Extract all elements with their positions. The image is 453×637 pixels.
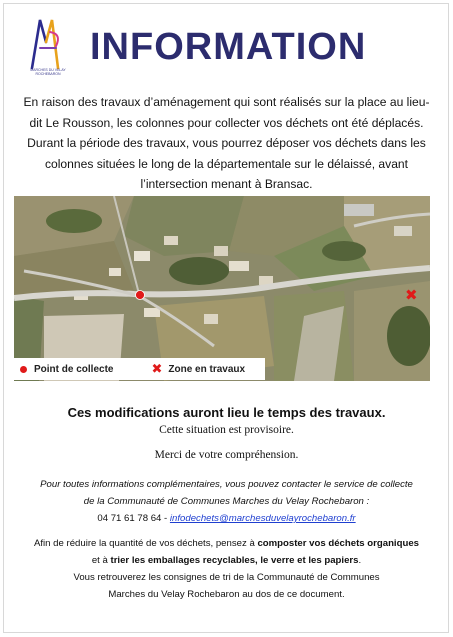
footer-line: Vous retrouverez les consignes de tri de la Communauté de Communes: [73, 572, 380, 583]
footer-text: .: [358, 555, 362, 566]
contact-block: [0, 476, 453, 527]
intro-line: En raison des travaux d’aménagement qui sont réalisés sur la place au lieu-: [23, 95, 430, 109]
provisional-note: Cette situation est provisoire.: [159, 424, 294, 436]
email-link[interactable]: infodechets@marchesduvelayrochebaron.fr: [169, 513, 356, 524]
footer-line: Marches du Velay Rochebaron au dos de ce document.: [108, 589, 345, 600]
footer-text: Afin de réduire la quantité de vos déchets, pensez à: [33, 538, 258, 549]
intro-line: dit Le Rousson, les colonnes pour collecter vos déchets ont été déplacés.: [29, 115, 424, 130]
logo: [26, 12, 66, 74]
collection-point-icon: [20, 366, 27, 373]
legend-collection-point: Point de collecte: [34, 363, 114, 375]
aerial-map: [14, 196, 430, 381]
logo-caption: MARCHES DU VELAY ROCHEBARON: [30, 68, 66, 76]
contact-line: de la Communauté de Communes Marches du Velay Rochebaron :: [83, 496, 370, 507]
intro-paragraph: [10, 92, 443, 195]
footer-emphasis: trier les emballages recyclables, le verre et les papiers: [110, 555, 359, 566]
thanks-note: Merci de votre compréhension.: [154, 449, 299, 461]
works-zone-marker: ✖: [405, 286, 418, 304]
footer-line: [0, 552, 453, 569]
map-legend: [14, 358, 265, 380]
footer-emphasis: composter vos déchets organiques: [257, 538, 419, 549]
legend-works-zone: Zone en travaux: [168, 363, 246, 375]
headline: Ces modifications auront lieu le temps des travaux.: [67, 405, 386, 420]
footer-text: et à: [91, 555, 111, 566]
phone-number: 04 71 61 78 64 -: [97, 513, 170, 524]
intro-line: l’intersection menant à Bransac.: [140, 177, 313, 191]
intro-line: Durant la période des travaux, vous pourrez déposer vos déchets dans les: [27, 136, 426, 150]
cross-icon: ✖: [151, 361, 163, 376]
intro-line: colonnes situées le long de la départementale sur le délaissé, avant: [44, 156, 409, 171]
contact-details: [0, 510, 453, 527]
contact-line: Pour toutes informations complémentaires, vous pouvez contacter le service de collecte: [40, 479, 413, 490]
footer-block: [0, 535, 453, 603]
collection-point-marker: [136, 291, 145, 300]
page-title: INFORMATION: [90, 26, 367, 68]
footer-line: [0, 535, 453, 552]
